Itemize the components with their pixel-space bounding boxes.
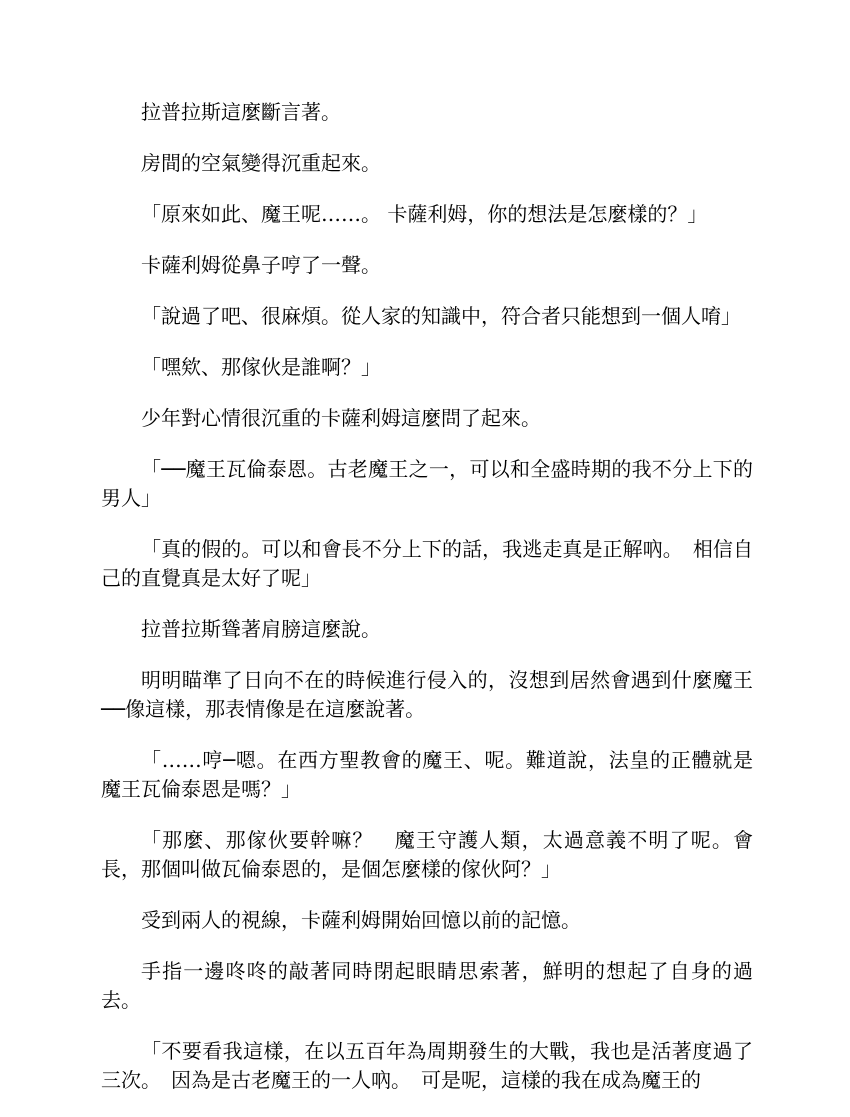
paragraph-2: 房間的空氣變得沉重起來。 bbox=[141, 151, 381, 175]
paragraph-6: 「嘿欸、那傢伙是誰啊？」 bbox=[141, 355, 381, 379]
paragraph-7: 少年對心情很沉重的卡薩利姆這麼問了起來。 bbox=[141, 406, 541, 430]
paragraph-4: 卡薩利姆從鼻子哼了一聲。 bbox=[141, 253, 381, 277]
paragraph-10: 拉普拉斯聳著肩膀這麼說。 bbox=[141, 617, 381, 641]
paragraph-16: 「不要看我這樣，在以五百年為周期發生的大戰，我也是活著度過了三次。 因為是古老魔王的一人吶。 可是呢，這樣的我在成為魔王的 bbox=[101, 1039, 753, 1092]
paragraph-13: 「那麼、那傢伙要幹嘛？ 魔王守護人類，太過意義不明了呢。會長，那個叫做瓦倫泰恩的，是個怎麼樣的傢伙阿？」 bbox=[101, 828, 753, 881]
paragraph-8: 「──魔王瓦倫泰恩。古老魔王之一，可以和全盛時期的我不分上下的男人」 bbox=[101, 457, 753, 510]
paragraph-3: 「原來如此、魔王呢……。 卡薩利姆，你的想法是怎麼樣的？」 bbox=[141, 202, 708, 226]
paragraph-14: 受到兩人的視線，卡薩利姆開始回憶以前的記憶。 bbox=[141, 908, 581, 932]
paragraph-9: 「真的假的。可以和會長不分上下的話，我逃走真是正解吶。 相信自己的直覺真是太好了呢」 bbox=[101, 537, 753, 590]
paragraph-5: 「說過了吧、很麻煩。從人家的知識中，符合者只能想到一個人唷」 bbox=[141, 304, 741, 328]
paragraph-11: 明明瞄準了日向不在的時候進行侵入的，沒想到居然會遇到什麼魔王──像這樣，那表情像是在這麼說著。 bbox=[101, 668, 753, 721]
document-page bbox=[101, 98, 753, 1117]
paragraph-1: 拉普拉斯這麼斷言著。 bbox=[141, 100, 341, 124]
paragraph-12: 「……哼─嗯。在西方聖教會的魔王、呢。難道說，法皇的正體就是魔王瓦倫泰恩是嗎？」 bbox=[101, 748, 753, 801]
paragraph-15: 手指一邊咚咚的敲著同時閉起眼睛思索著，鮮明的想起了自身的過去。 bbox=[101, 959, 753, 1012]
